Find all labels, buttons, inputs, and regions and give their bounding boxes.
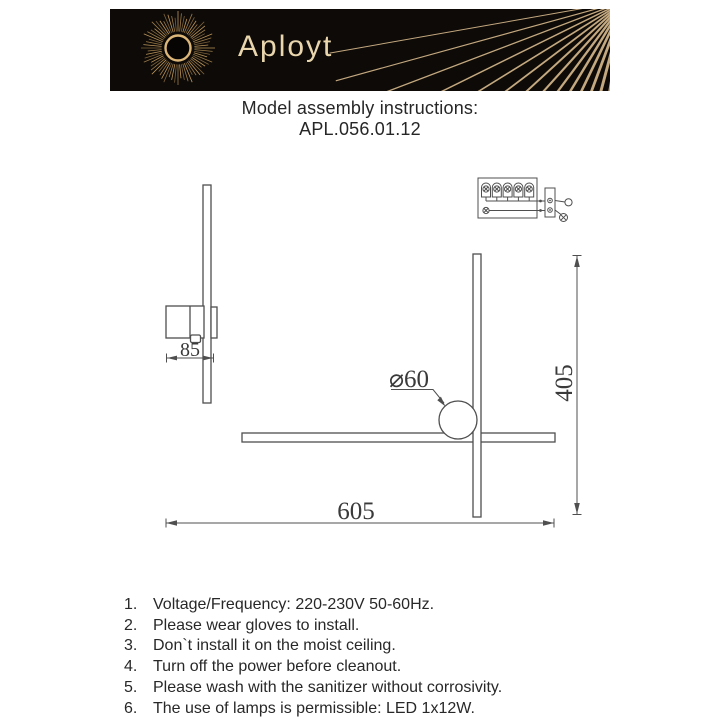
lamp-symbol xyxy=(565,199,572,206)
list-item xyxy=(124,678,502,699)
item-text: Voltage/Frequency: 220-230V 50-60Hz. xyxy=(153,596,435,613)
list-item xyxy=(124,636,502,657)
brand-name: Aployt xyxy=(238,30,334,63)
dim-label-605: 605 xyxy=(337,498,375,525)
list-item xyxy=(124,657,502,678)
list-item xyxy=(124,616,502,637)
dim-fixture-width xyxy=(166,498,554,528)
item-number: 1. xyxy=(124,596,138,613)
dim-label-405: 405 xyxy=(551,364,578,402)
dim-fixture-height xyxy=(551,256,582,515)
item-number: 5. xyxy=(124,678,138,696)
page-title: Model assembly instructions: xyxy=(241,98,479,118)
wall-plate xyxy=(211,307,217,338)
instruction-list xyxy=(124,595,502,719)
item-number: 3. xyxy=(124,637,138,655)
lamp-bar-side xyxy=(203,185,211,403)
dim-label-diameter: ⌀60 xyxy=(389,366,430,393)
item-text: Please wear gloves to install. xyxy=(153,616,360,634)
mount-bracket xyxy=(166,306,204,338)
item-number: 2. xyxy=(124,616,138,634)
item-text: The use of lamps is permissible: LED 1x12W. xyxy=(153,699,475,717)
list-item xyxy=(124,699,502,720)
item-number: 4. xyxy=(124,658,138,676)
ball-diffuser xyxy=(439,401,477,439)
dim-label-85: 85 xyxy=(180,339,200,361)
wiring-diagram xyxy=(478,178,572,222)
item-text: Don`t install it on the moist ceiling. xyxy=(153,637,396,655)
lamp-side-view xyxy=(166,185,217,403)
item-text: Turn off the power before cleanout. xyxy=(153,658,402,676)
item-text: Please wash with the sanitizer without corrosivity. xyxy=(153,678,503,696)
dim-ball-diameter xyxy=(389,366,446,407)
list-item xyxy=(124,595,502,616)
vertical-bar xyxy=(473,254,481,517)
model-number: APL.056.01.12 xyxy=(299,119,421,139)
item-number: 6. xyxy=(124,699,138,717)
horizontal-bar xyxy=(242,433,555,442)
